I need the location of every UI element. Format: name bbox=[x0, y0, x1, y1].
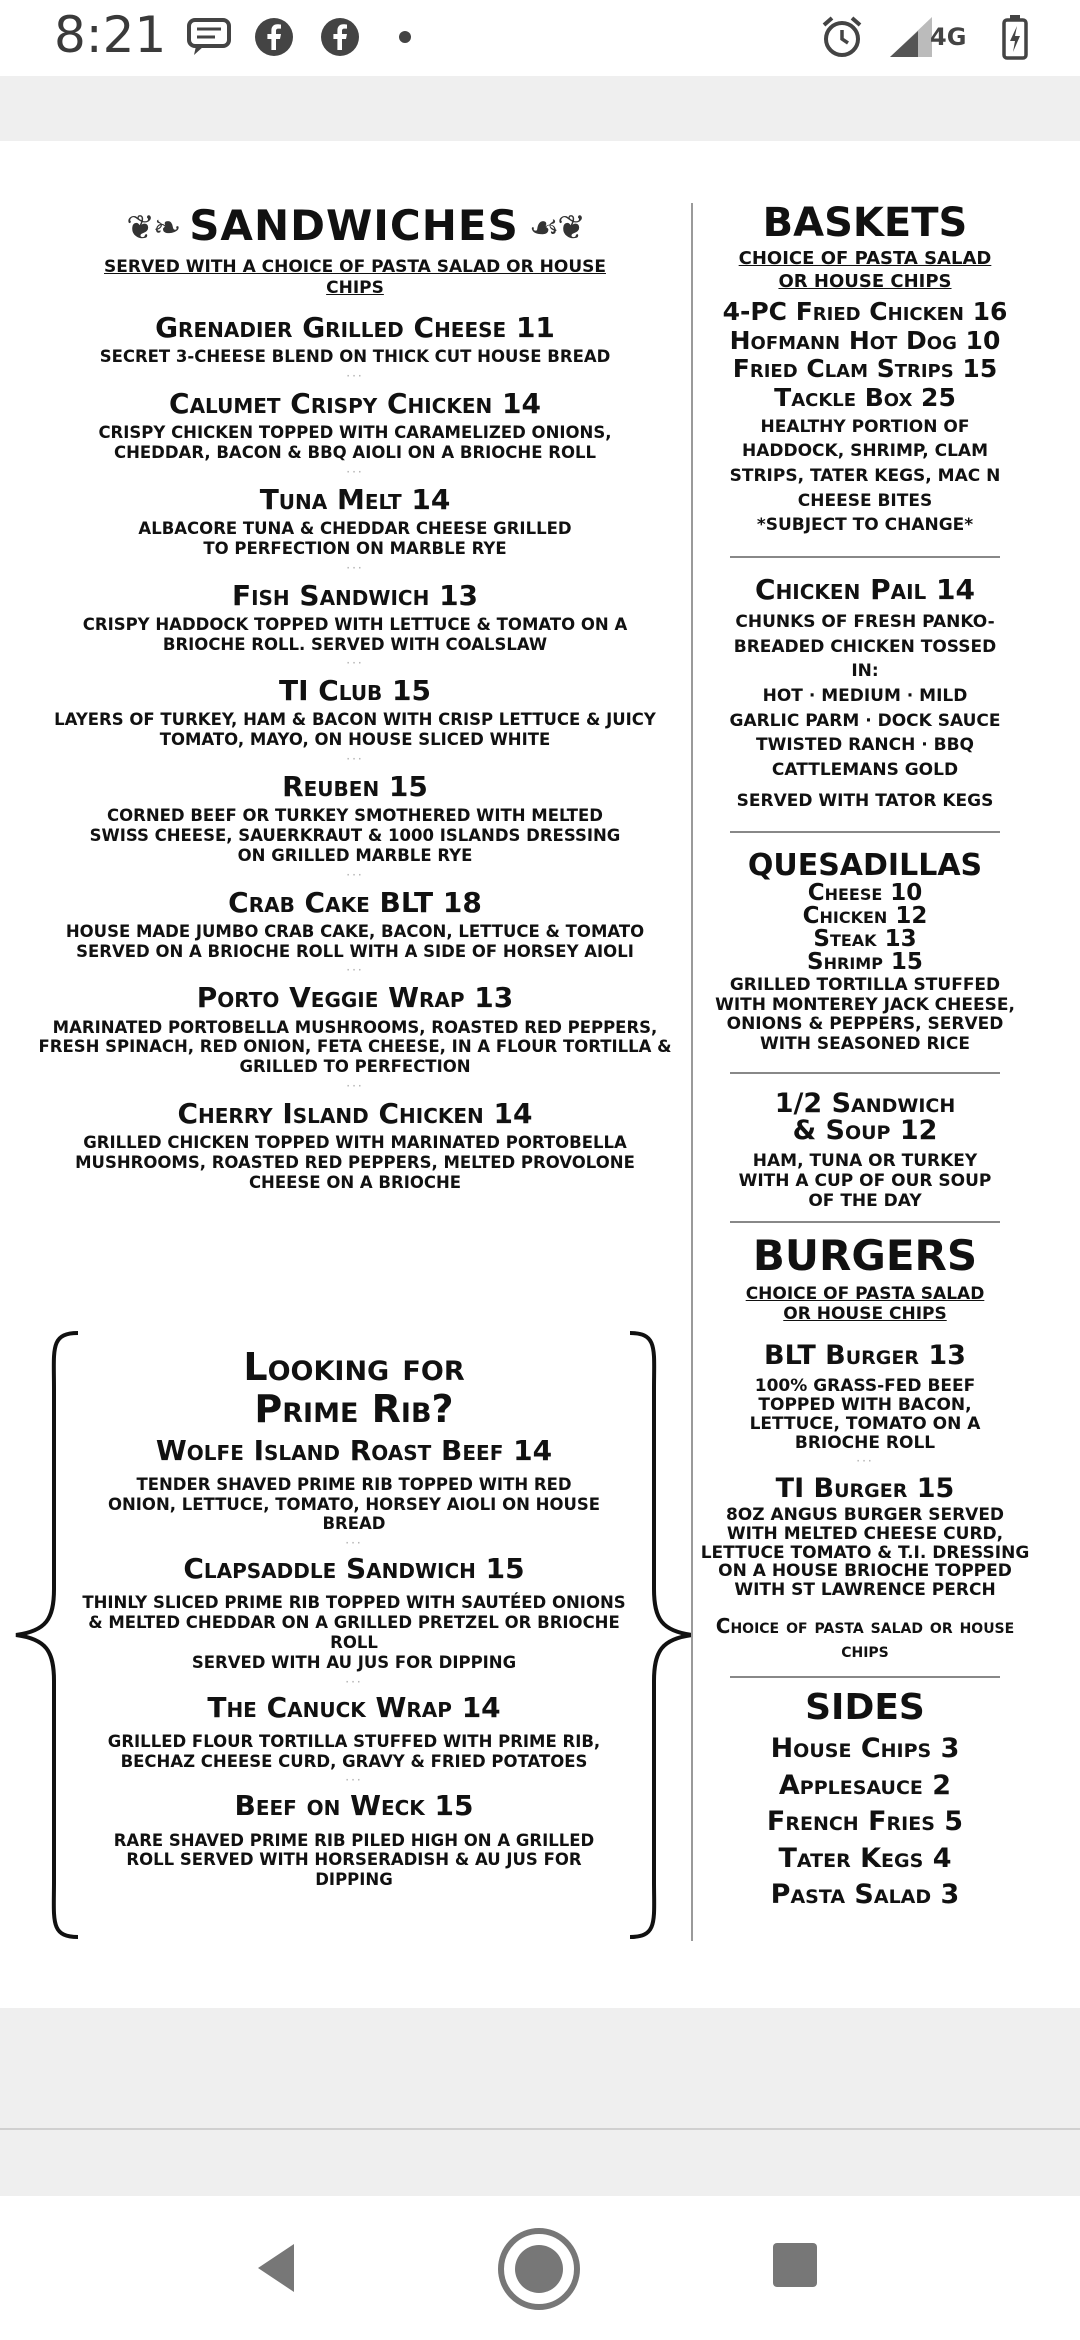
chicken-pail-desc: CHUNKS OF FRESH PANKO-BREADED CHICKEN TOSSED IN: bbox=[733, 612, 997, 682]
side-item: French Fries 5 bbox=[766, 1806, 964, 1838]
right-column bbox=[700, 201, 1030, 1913]
separator: ··· bbox=[856, 1454, 874, 1469]
baskets-sub: CHOICE OF PASTA SALAD OR HOUSE CHIPS bbox=[738, 248, 992, 293]
section-divider bbox=[730, 1072, 1000, 1074]
burger-name: TI Burger 15 bbox=[775, 1473, 955, 1505]
home-icon[interactable] bbox=[496, 2226, 582, 2316]
right-brace-icon bbox=[628, 1329, 698, 1941]
section-divider bbox=[730, 1676, 1000, 1678]
item-name: Reuben 15 bbox=[282, 770, 428, 804]
item-desc: MARINATED PORTOBELLA MUSHROOMS, ROASTED RED PEPPERS, FRESH SPINACH, RED ONION, FETA CHEESE, IN A FLOUR TORTILLA & GRILLED TO PERFECTION bbox=[38, 1017, 672, 1077]
baskets-line: Fried Clam Strips 15 bbox=[732, 354, 998, 384]
item-name: Beef on Weck 15 bbox=[234, 1789, 474, 1823]
separator: ··· bbox=[345, 1674, 363, 1689]
item-name: The Canuck Wrap 14 bbox=[207, 1690, 501, 1724]
sides-title: SIDES bbox=[805, 1686, 925, 1728]
separator: ··· bbox=[345, 1773, 363, 1788]
status-bar bbox=[0, 0, 1080, 76]
chicken-pail-served: SERVED WITH TATOR KEGS bbox=[736, 790, 994, 811]
menu-image bbox=[0, 141, 1080, 2008]
item-desc: GRILLED CHICKEN TOPPED WITH MARINATED PORTOBELLA MUSHROOMS, ROASTED RED PEPPERS, MELTED PROVOLONE CHEESE ON A BRIOCHE bbox=[75, 1133, 635, 1192]
item-desc: CORNED BEEF OR TURKEY SMOTHERED WITH MELTED SWISS CHEESE, SAUERKRAUT & 1000 ISLANDS DRESSING ON GRILLED MARBLE RYE bbox=[89, 806, 621, 865]
item-desc: LAYERS OF TURKEY, HAM & BACON WITH CRISP LETTUCE & JUICY TOMATO, MAYO, ON HOUSE SLICED WHITE bbox=[54, 710, 656, 750]
item-name: Calumet Crispy Chicken 14 bbox=[169, 386, 541, 420]
separator: ··· bbox=[346, 656, 364, 671]
baskets-desc: HEALTHY PORTION OF HADDOCK, SHRIMP, CLAM STRIPS, TATER KEGS, MAC N CHEESE BITES bbox=[729, 416, 1001, 511]
side-item: Pasta Salad 3 bbox=[770, 1879, 960, 1911]
side-item: Tater Kegs 4 bbox=[778, 1842, 952, 1874]
item-desc-2: SERVED WITH AU JUS FOR DIPPING bbox=[191, 1652, 517, 1672]
section-divider bbox=[730, 556, 1000, 558]
item-desc: GRILLED FLOUR TORTILLA STUFFED WITH PRIME RIB, BECHAZ CHEESE CURD, GRAVY & FRIED POTATOES bbox=[107, 1731, 601, 1771]
item-name: Crab Cake BLT 18 bbox=[228, 885, 482, 919]
separator: ··· bbox=[346, 464, 364, 479]
half-sandwich-title-2: & Soup 12 bbox=[792, 1115, 938, 1147]
status-time: 8:21 bbox=[54, 6, 167, 64]
column-divider bbox=[691, 203, 693, 1941]
menu-item bbox=[28, 771, 682, 881]
quesadillas-line: Chicken 12 bbox=[802, 903, 928, 930]
section-divider bbox=[730, 831, 1000, 833]
item-name: Clapsaddle Sandwich 15 bbox=[183, 1552, 525, 1586]
menu-item bbox=[82, 1553, 626, 1687]
menu-item bbox=[82, 1435, 626, 1550]
menu-item bbox=[82, 1692, 626, 1787]
ornament-icon: ❦❧ bbox=[126, 207, 180, 248]
chicken-pail-title: Chicken Pail 14 bbox=[755, 572, 975, 606]
prime-rib-title-2: Prime Rib? bbox=[254, 1386, 454, 1431]
burger-desc: 100% GRASS-FED BEEF TOPPED WITH BACON, LETTUCE, TOMATO ON A BRIOCHE ROLL bbox=[749, 1376, 981, 1453]
side-item: Applesauce 2 bbox=[778, 1769, 952, 1801]
menu-item bbox=[28, 312, 682, 382]
item-name: Tuna Melt 14 bbox=[259, 482, 451, 516]
chicken-pail-sauces: HOT · MEDIUM · MILD bbox=[762, 686, 968, 707]
signal-icon bbox=[888, 14, 934, 60]
facebook-icon bbox=[254, 14, 294, 60]
network-type: 4G bbox=[930, 23, 967, 51]
sandwiches-served-note: SERVED WITH A CHOICE OF PASTA SALAD OR HOUSE CHIPS bbox=[104, 257, 606, 298]
menu-item bbox=[28, 580, 682, 670]
burgers-sub: CHOICE OF PASTA SALAD OR HOUSE CHIPS bbox=[745, 1284, 985, 1324]
quesadillas-line: Steak 13 bbox=[813, 926, 917, 953]
burgers-section bbox=[700, 1233, 1030, 1662]
item-desc: ALBACORE TUNA & CHEDDAR CHEESE GRILLED TO PERFECTION ON MARBLE RYE bbox=[138, 518, 572, 558]
baskets-line: 4-PC Fried Chicken 16 bbox=[722, 296, 1008, 326]
baskets-line: Tackle Box 25 bbox=[774, 383, 956, 413]
facebook-icon bbox=[320, 14, 360, 60]
baskets-section bbox=[700, 201, 1030, 538]
item-name: Wolfe Island Roast Beef 14 bbox=[155, 1433, 553, 1467]
item-desc: CRISPY HADDOCK TOPPED WITH LETTUCE & TOMATO ON A BRIOCHE ROLL. SERVED WITH COALSLAW bbox=[82, 614, 628, 654]
menu-item bbox=[28, 388, 682, 478]
sandwiches-title: SANDWICHES bbox=[189, 201, 519, 250]
half-sandwich-section bbox=[700, 1090, 1030, 1211]
separator: ··· bbox=[346, 867, 364, 882]
quesadillas-line: Cheese 10 bbox=[807, 880, 923, 907]
burger-desc: 8OZ ANGUS BURGER SERVED WITH MELTED CHEESE CURD, LETTUCE TOMATO & T.I. DRESSING ON A HOUSE BRIOCHE TOPPED WITH ST LAWRENCE PERCH bbox=[700, 1505, 1030, 1600]
baskets-title: BASKETS bbox=[762, 200, 968, 246]
separator: ··· bbox=[346, 560, 364, 575]
chicken-pail-sauces: GARLIC PARM · DOCK SAUCE bbox=[729, 710, 1001, 731]
item-name: TI Club 15 bbox=[278, 674, 432, 708]
navigation-bar bbox=[0, 2196, 1080, 2340]
quesadillas-desc: GRILLED TORTILLA STUFFED WITH MONTEREY JACK CHEESE, ONIONS & PEPPERS, SERVED WITH SEASONED RICE bbox=[715, 975, 1015, 1054]
dot-icon bbox=[398, 14, 412, 60]
burgers-title: BURGERS bbox=[752, 1231, 978, 1281]
separator: ··· bbox=[346, 1079, 364, 1094]
recents-icon[interactable] bbox=[770, 2240, 820, 2294]
ornament-icon: ☙❦ bbox=[528, 207, 584, 248]
left-brace-icon bbox=[10, 1329, 80, 1941]
menu-item bbox=[28, 887, 682, 977]
quesadillas-section bbox=[700, 849, 1030, 1054]
chicken-pail-sauces: CATTLEMANS GOLD bbox=[771, 760, 959, 781]
item-desc: SECRET 3-CHEESE BLEND ON THICK CUT HOUSE BREAD bbox=[99, 347, 611, 367]
item-desc: THINLY SLICED PRIME RIB TOPPED WITH SAUTÉED ONIONS & MELTED CHEDDAR ON A GRILLED PRETZEL OR BRIOCHE ROLL bbox=[82, 1593, 626, 1652]
item-name: Porto Veggie Wrap 13 bbox=[196, 981, 514, 1015]
item-name: Fish Sandwich 13 bbox=[231, 578, 479, 612]
baskets-line: Hofmann Hot Dog 10 bbox=[729, 325, 1001, 355]
item-desc: CRISPY CHICKEN TOPPED WITH CARAMELIZED ONIONS, CHEDDAR, BACON & BBQ AIOLI ON A BRIOCHE ROLL bbox=[98, 423, 612, 462]
burger-name: BLT Burger 13 bbox=[764, 1340, 966, 1372]
separator: ··· bbox=[345, 1536, 363, 1551]
half-sandwich-title: 1/2 Sandwich bbox=[774, 1088, 956, 1120]
sides-section bbox=[700, 1688, 1030, 1914]
separator: ··· bbox=[346, 368, 364, 383]
item-desc: RARE SHAVED PRIME RIB PILED HIGH ON A GRILLED ROLL SERVED WITH HORSERADISH & AU JUS FOR DIPPING bbox=[113, 1830, 595, 1890]
quesadillas-line: Shrimp 15 bbox=[807, 949, 923, 976]
item-desc: HOUSE MADE JUMBO CRAB CAKE, BACON, LETTUCE & TOMATO SERVED ON A BRIOCHE ROLL WITH A SIDE OF HORSEY AIOLI bbox=[65, 921, 645, 961]
message-icon bbox=[186, 14, 232, 60]
separator: ··· bbox=[346, 752, 364, 767]
separator: ··· bbox=[346, 963, 364, 978]
burgers-choice: Choice of pasta salad or house chips bbox=[715, 1613, 1015, 1662]
menu-item bbox=[82, 1790, 626, 1890]
item-name: Grenadier Grilled Cheese 11 bbox=[155, 310, 555, 344]
prime-rib-content bbox=[82, 1347, 626, 1890]
prime-rib-title-1: Looking for bbox=[243, 1345, 465, 1389]
alarm-icon bbox=[820, 14, 864, 60]
divider bbox=[0, 2128, 1080, 2130]
menu-item bbox=[28, 484, 682, 574]
baskets-note: *SUBJECT TO CHANGE* bbox=[756, 515, 974, 536]
menu-item bbox=[28, 675, 682, 765]
quesadillas-title: QUESADILLAS bbox=[747, 848, 983, 884]
menu-item bbox=[28, 1098, 682, 1193]
menu-item bbox=[28, 982, 682, 1092]
section-divider bbox=[730, 1221, 1000, 1223]
battery-icon bbox=[1002, 14, 1028, 60]
sandwiches-heading bbox=[28, 203, 682, 249]
item-desc: TENDER SHAVED PRIME RIB TOPPED WITH RED ONION, LETTUCE, TOMATO, HORSEY AIOLI ON HOUSE BREAD bbox=[107, 1474, 601, 1534]
side-item: House Chips 3 bbox=[770, 1733, 960, 1765]
chicken-pail-section bbox=[700, 574, 1030, 813]
sandwiches-section bbox=[28, 203, 682, 1193]
chicken-pail-sauces: TWISTED RANCH · BBQ bbox=[756, 735, 974, 756]
item-name: Cherry Island Chicken 14 bbox=[177, 1097, 533, 1131]
prime-rib-section bbox=[24, 1329, 684, 1941]
half-sandwich-desc: HAM, TUNA OR TURKEY WITH A CUP OF OUR SOUP OF THE DAY bbox=[738, 1151, 992, 1211]
back-icon[interactable] bbox=[246, 2238, 306, 2302]
